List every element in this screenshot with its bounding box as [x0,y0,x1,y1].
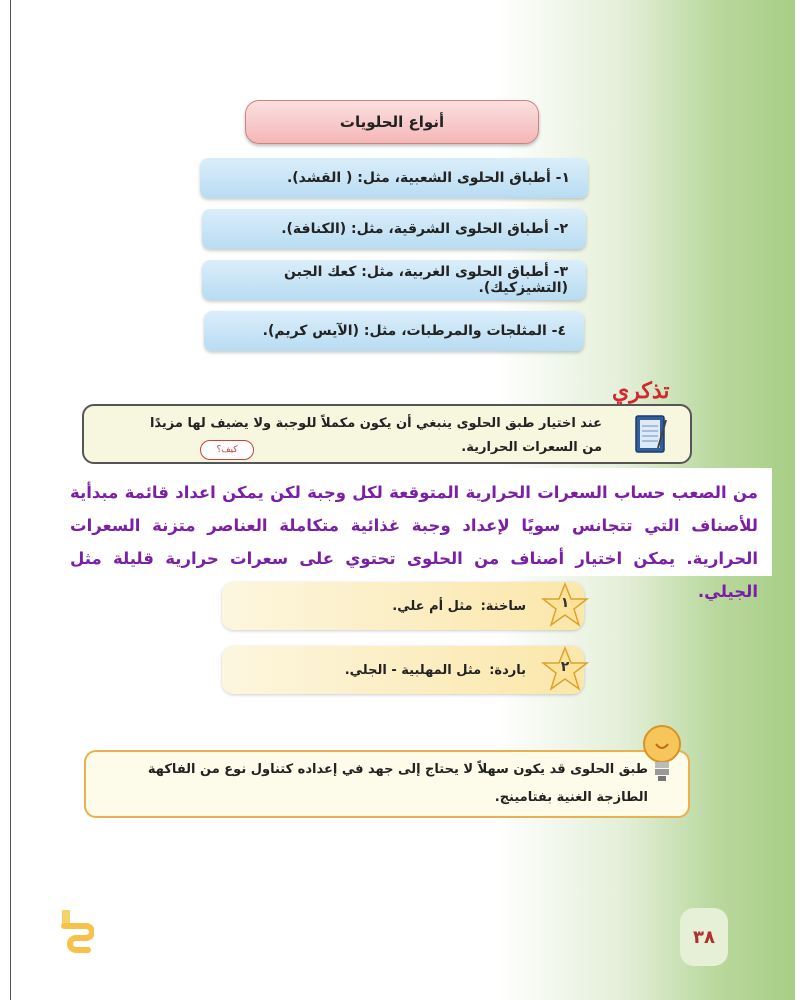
remember-line: عند اختيار طبق الحلوى ينبغي أن يكون مكملاً للوجبة ولا يضيف لها مزيدًا [149,416,602,431]
remember-box [82,404,692,464]
dessert-type-item: ٣- أطباق الحلوى الغربية، مثل: كعك الجبن (التشيزكيك). [202,260,586,300]
remember-text [92,412,602,460]
category-label: باردة: [489,662,526,678]
category-cold [222,646,584,694]
logo-icon [58,904,94,964]
category-example: مثل المهلبية - الجلي. [344,662,482,678]
how-badge: كيف؟ [200,440,254,460]
page-number: ٣٨ [680,908,728,966]
category-example: مثل أم علي. [392,598,473,614]
category-number: ١ [560,595,570,611]
remember-label: تذكري [612,378,670,404]
section-title: أنواع الحلويات [245,100,539,144]
lightbulb-icon [640,722,684,784]
category-number: ٢ [560,659,570,675]
category-hot [222,582,584,630]
tip-box: طبق الحلوى قد يكون سهلاً لا يحتاج إلى جهد في إعداده كتناول نوع من الفاكهة الطازجة الغنية بفتامينج. [84,750,690,818]
notebook-icon [632,412,672,456]
dessert-type-item: ٢- أطباق الحلوى الشرقية، مثل: (الكنافة). [202,209,586,249]
dessert-type-item: ٤- المثلجات والمرطبات، مثل: (الآيس كريم). [204,311,584,351]
overlay-note: من الصعب حساب السعرات الحرارية المتوقعة لكل وجبة لكن يمكن اعداد قائمة مبدأية للأصناف التي تتجانس سويًا لإعداد وجبة غذائية متكاملة العناصر متزنة السعرات الحرارية. يمكن اختيار أصناف من الحلوى تحتوي على سعرات حرارية قليلة مثل الجيلي. [60,468,772,576]
remember-line: من السعرات الحرارية. [461,440,602,455]
category-label: ساخنة: [480,598,526,614]
dessert-type-item: ١- أطباق الحلوى الشعبية، مثل: ( القشد). [200,158,588,198]
